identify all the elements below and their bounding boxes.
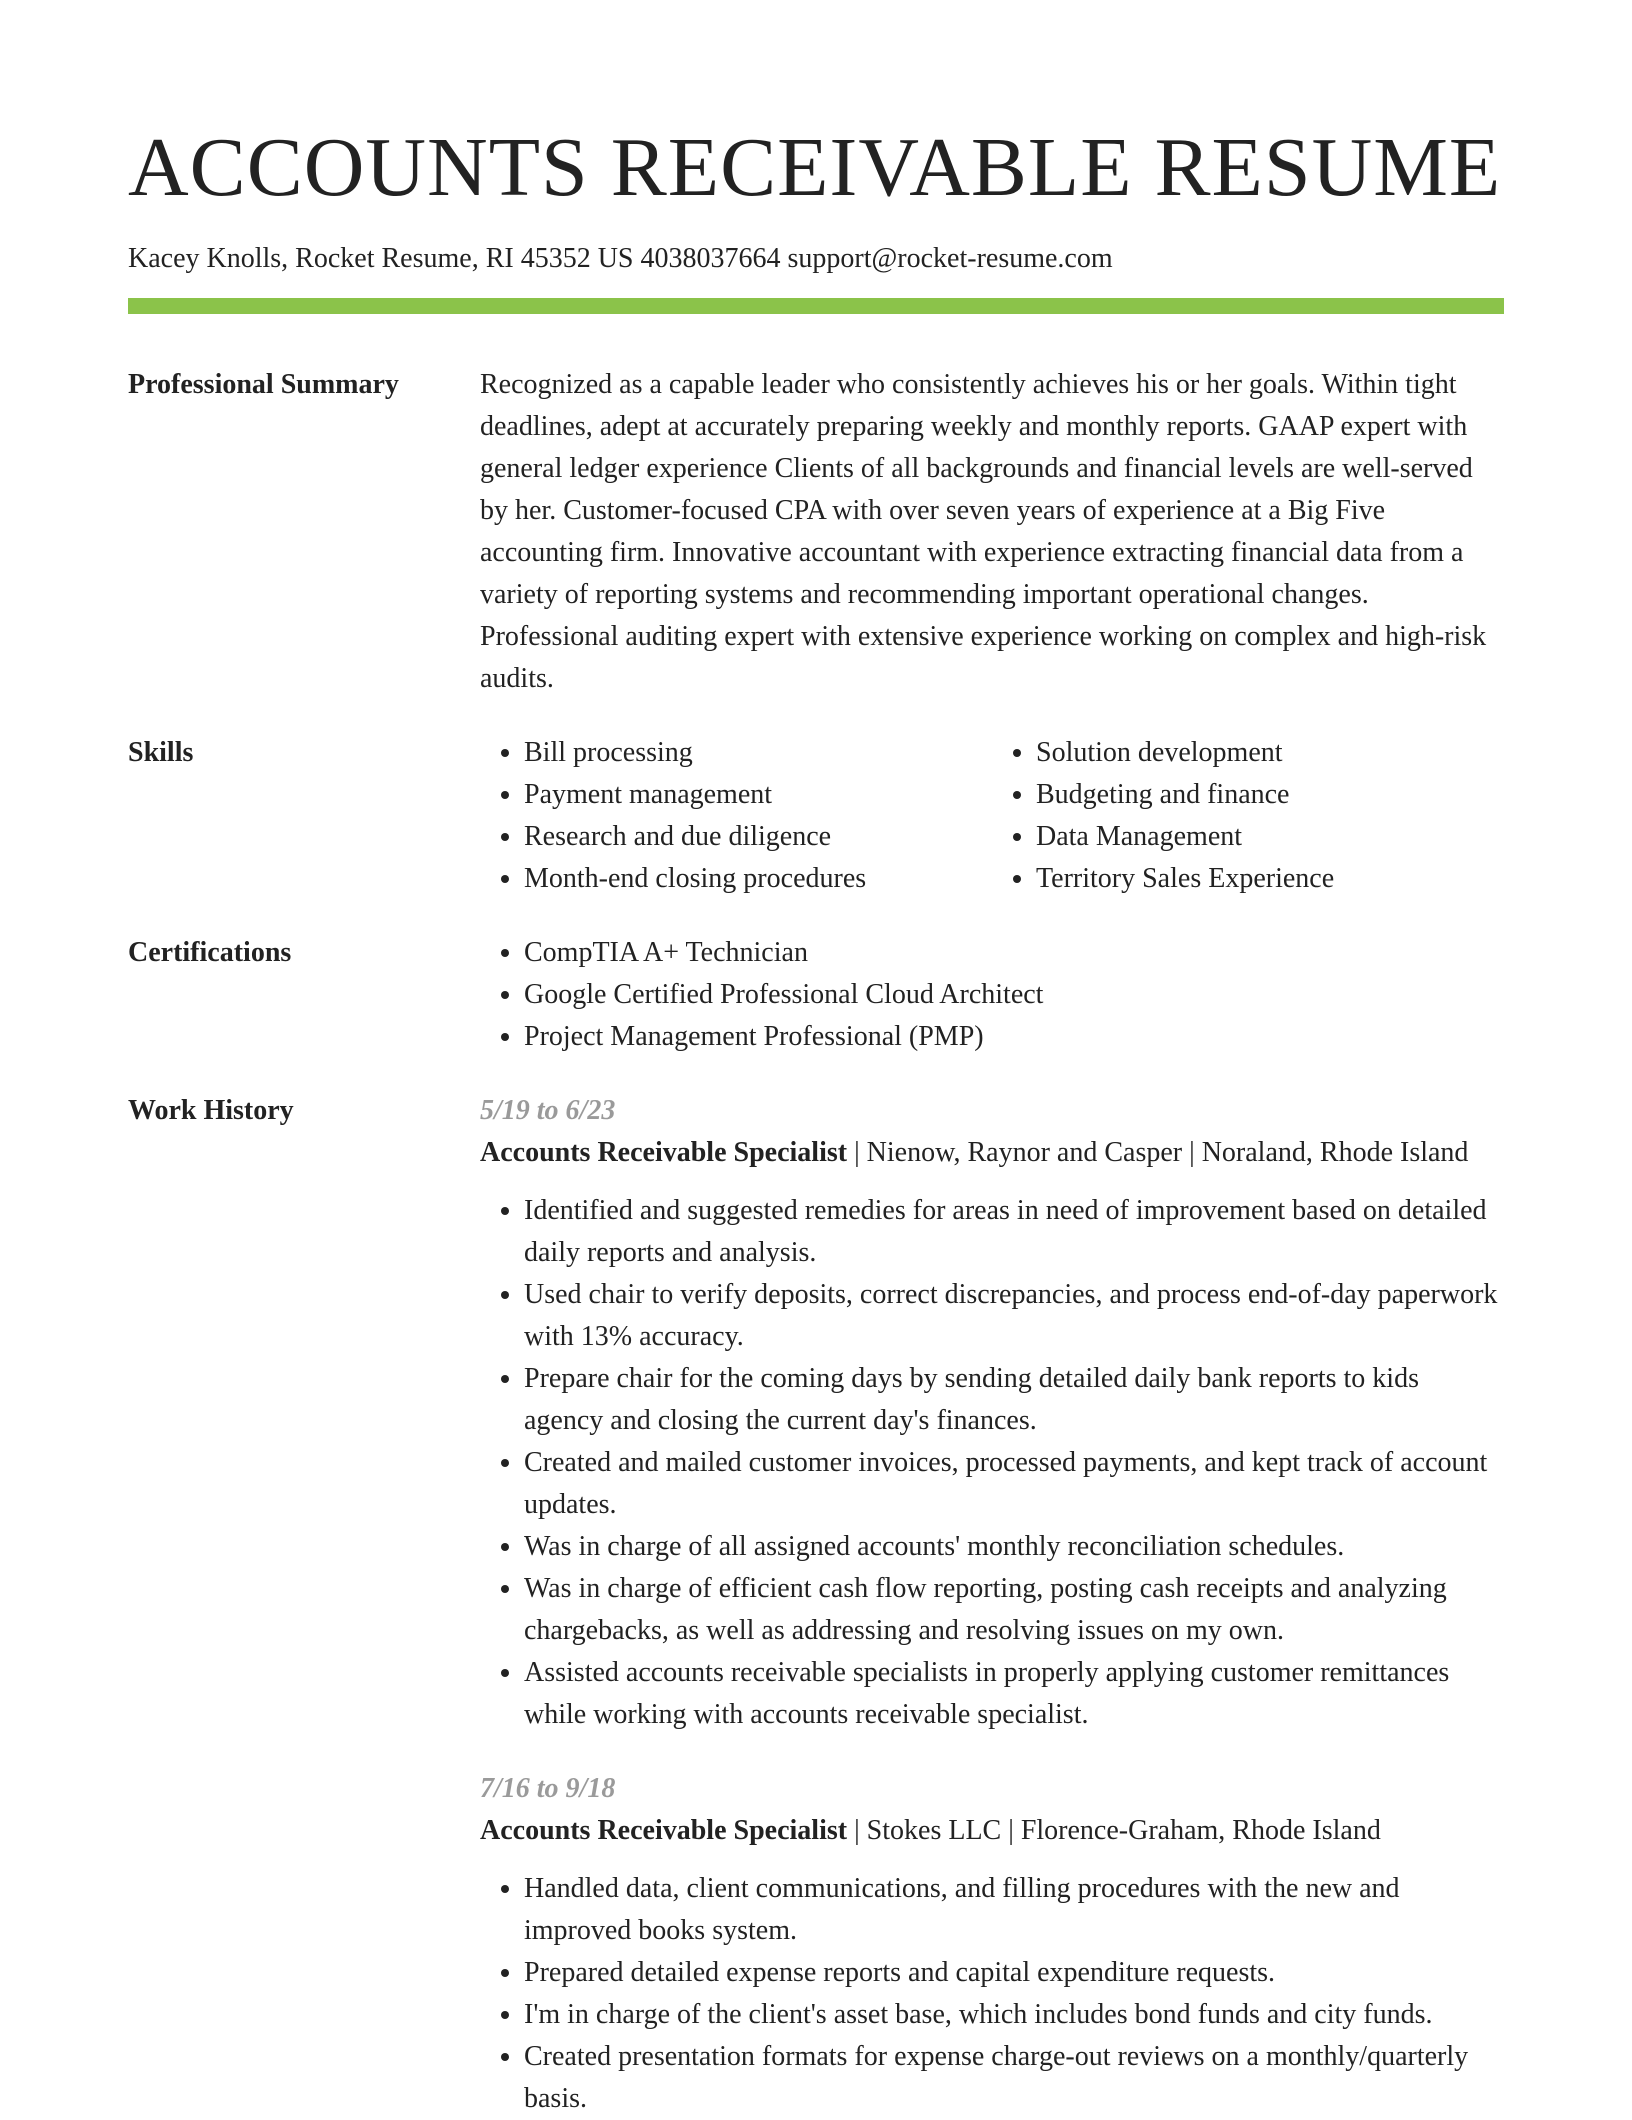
job-header — [480, 1132, 1504, 1174]
summary-section — [128, 364, 1504, 700]
contact-name-address: Kacey Knolls, Rocket Resume, RI 45352 US — [128, 243, 634, 274]
job-title: Accounts Receivable Specialist — [480, 1137, 848, 1168]
job-dates: 5/19 to 6/23 — [480, 1095, 616, 1126]
job-bullets — [480, 1190, 1504, 1736]
certifications-list — [480, 932, 1504, 1058]
job-bullet: • Handled data, client communications, and filling procedures with the new and improved books system. — [524, 1868, 1504, 1952]
certification-item: • Project Management Professional (PMP) — [524, 1016, 1504, 1058]
contact-line — [128, 242, 1504, 276]
skill-item: • Data Management — [1036, 816, 1504, 858]
skills-column-1 — [480, 732, 992, 900]
skill-item: • Territory Sales Experience — [1036, 858, 1504, 900]
certification-item: • Google Certified Professional Cloud Architect — [524, 974, 1504, 1016]
certifications-section — [128, 932, 1504, 1058]
skills-section — [128, 732, 1504, 900]
summary-text: Recognized as a capable leader who consistently achieves his or her goals. Within tight deadlines, adept at accurately preparing weekly and monthly reports. GAAP expert with general ledger experience Clients of all backgrounds and financial levels are well-served by her. Customer-focused CPA with over seven years of experience at a Big Five accounting firm. Innovative accountant with experience extracting financial data from a variety of reporting systems and recommending important operational changes. Professional auditing expert with extensive experience working on complex and high-risk audits. — [480, 369, 1487, 694]
work-history-heading: Work History — [128, 1095, 294, 1126]
job-header — [480, 1810, 1504, 1852]
skill-item: • Research and due diligence — [524, 816, 992, 858]
work-history-list — [480, 1090, 1504, 2120]
job-bullet: • Assisted accounts receivable specialists in properly applying customer remittances while working with accounts receivable specialist. — [524, 1652, 1504, 1736]
job-bullets — [480, 1868, 1504, 2120]
skill-item: • Month-end closing procedures — [524, 858, 992, 900]
summary-heading: Professional Summary — [128, 369, 399, 400]
job-bullet: • I'm in charge of the client's asset base, which includes bond funds and city funds. — [524, 1994, 1504, 2036]
job-dates: 7/16 to 9/18 — [480, 1773, 616, 1804]
job-bullet: • Used chair to verify deposits, correct discrepancies, and process end-of-day paperwork with 13% accuracy. — [524, 1274, 1504, 1358]
skill-item: • Bill processing — [524, 732, 992, 774]
skill-item: • Payment management — [524, 774, 992, 816]
work-history-section — [128, 1090, 1504, 2120]
contact-email: support@rocket-resume.com — [787, 243, 1113, 274]
skills-column-2 — [992, 732, 1504, 900]
job-entry — [480, 1090, 1504, 1736]
skills-heading: Skills — [128, 737, 194, 768]
header-divider — [128, 298, 1504, 314]
job-bullet: • Prepared detailed expense reports and capital expenditure requests. — [524, 1952, 1504, 1994]
job-bullet: • Was in charge of efficient cash flow reporting, posting cash receipts and analyzing chargebacks, as well as addressing and resolving issues on my own. — [524, 1568, 1504, 1652]
contact-phone: 4038037664 — [640, 243, 781, 274]
resume-page — [128, 118, 1504, 2120]
job-bullet: • Prepare chair for the coming days by sending detailed daily bank reports to kids agency and closing the current day's finances. — [524, 1358, 1504, 1442]
skill-item: • Budgeting and finance — [1036, 774, 1504, 816]
job-bullet: • Created and mailed customer invoices, processed payments, and kept track of account updates. — [524, 1442, 1504, 1526]
certifications-heading: Certifications — [128, 937, 292, 968]
job-company-location: | Stokes LLC | Florence-Graham, Rhode Island — [847, 1815, 1381, 1846]
job-bullet: • Created presentation formats for expense charge-out reviews on a monthly/quarterly basis. — [524, 2036, 1504, 2120]
skill-item: • Solution development — [1036, 732, 1504, 774]
job-entry — [480, 1768, 1504, 2120]
job-bullet: • Was in charge of all assigned accounts' monthly reconciliation schedules. — [524, 1526, 1504, 1568]
job-bullet: • Identified and suggested remedies for areas in need of improvement based on detailed daily reports and analysis. — [524, 1190, 1504, 1274]
certification-item: • CompTIA A+ Technician — [524, 932, 1504, 974]
job-title: Accounts Receivable Specialist — [480, 1815, 848, 1846]
resume-title: ACCOUNTS RECEIVABLE RESUME — [128, 121, 1502, 214]
skills-list — [480, 732, 1504, 900]
job-company-location: | Nienow, Raynor and Casper | Noraland, Rhode Island — [847, 1137, 1469, 1168]
